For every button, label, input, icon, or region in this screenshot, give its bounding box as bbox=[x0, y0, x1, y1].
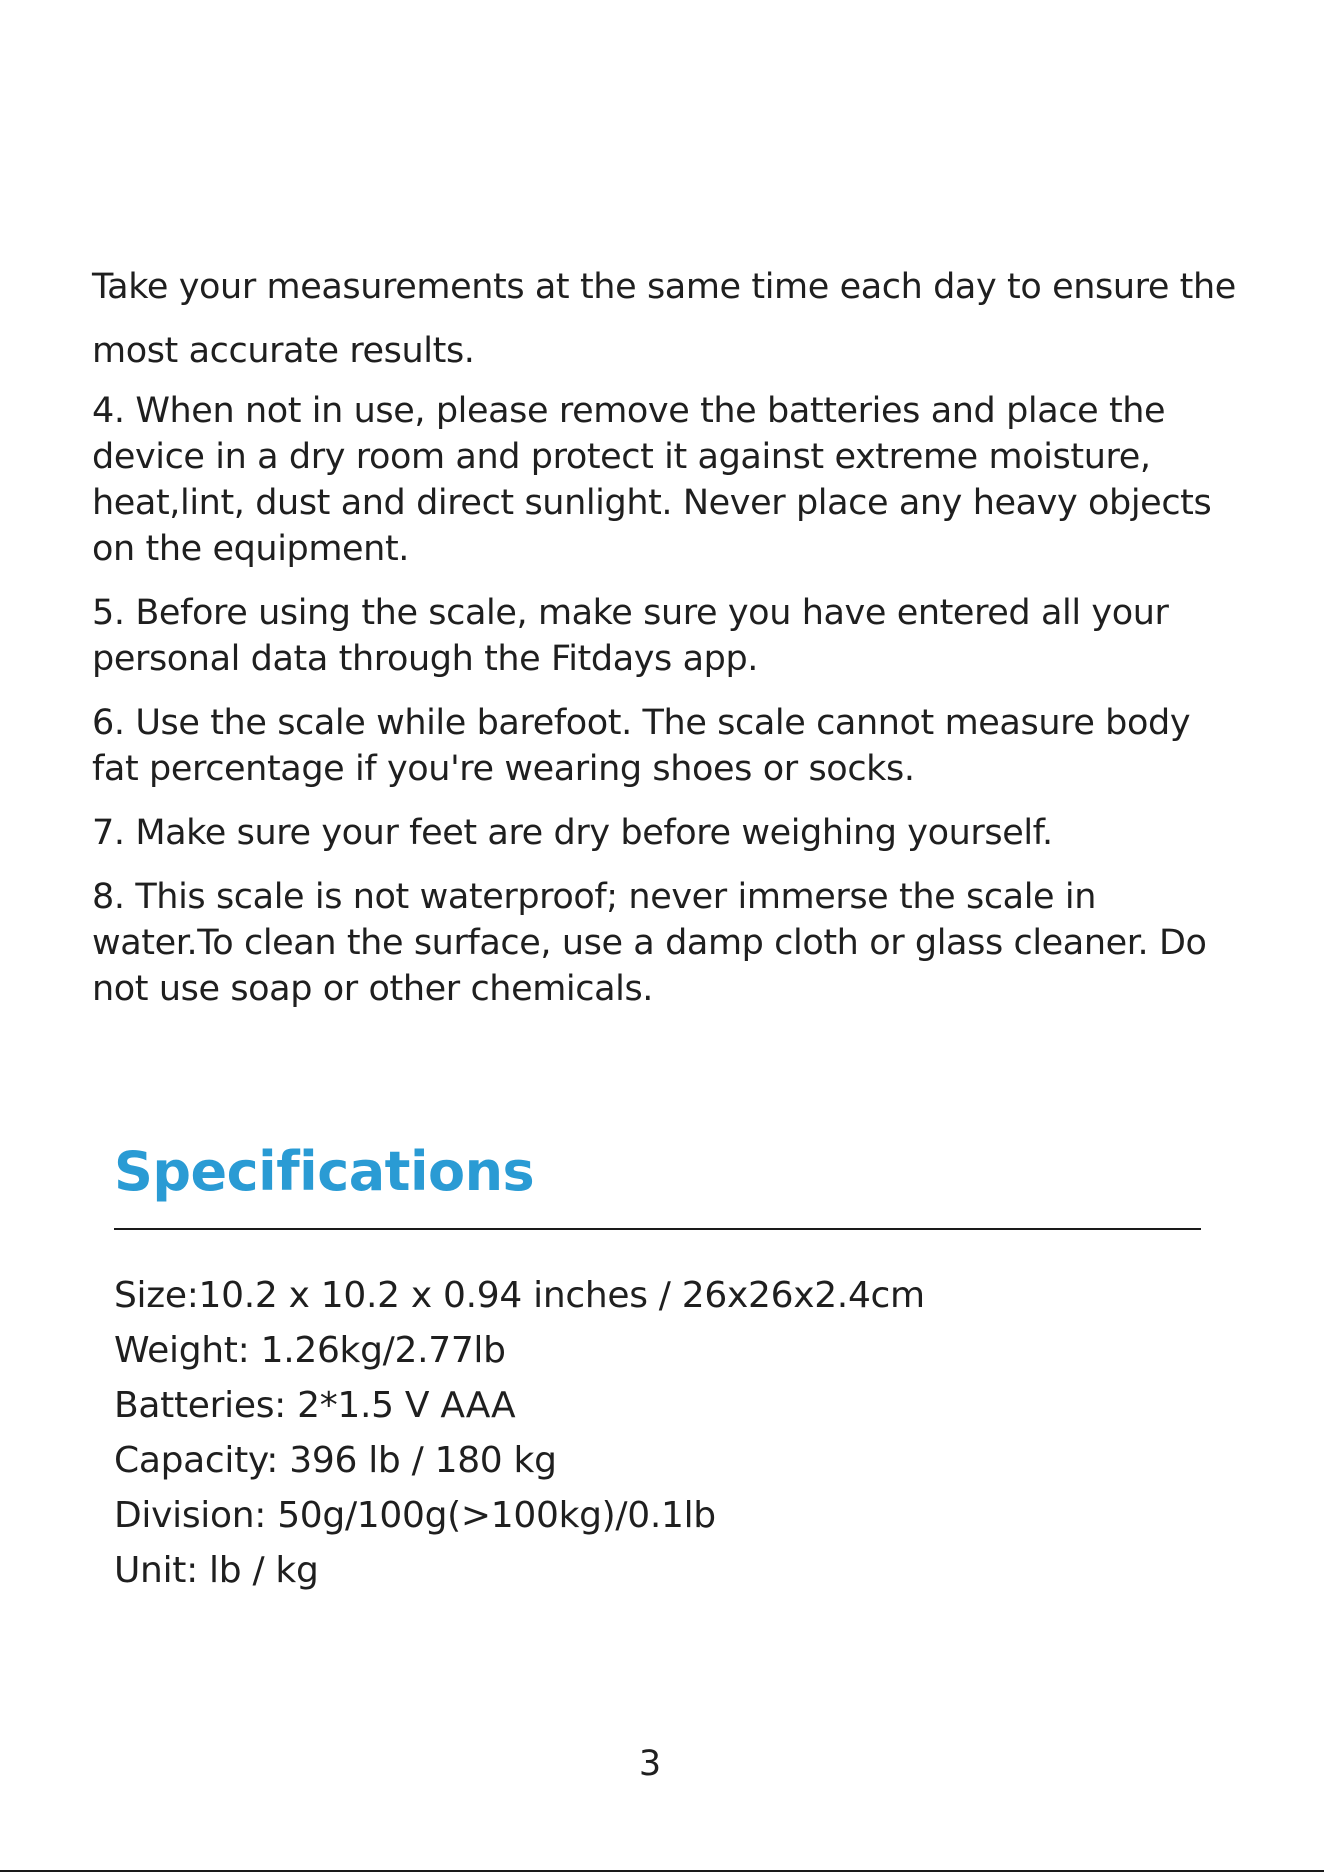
spec-unit: Unit: lb / kg bbox=[114, 1550, 319, 1591]
specifications-heading: Specifications bbox=[114, 1140, 535, 1203]
spec-division: Division: 50g/100g(>100kg)/0.1lb bbox=[114, 1495, 716, 1536]
page-number: 3 bbox=[638, 1744, 662, 1784]
intro-paragraph bbox=[92, 255, 1242, 383]
note-item-8: 8. This scale is not waterproof; never immerse the scale in water.To clean the surface, use a damp cloth or glass cleaner. Do not use soap or other chemicals. bbox=[92, 877, 1207, 1009]
intro-line-1: Take your measurements at the same time each day to ensure the bbox=[92, 267, 1236, 307]
spec-weight: Weight: 1.26kg/2.77lb bbox=[114, 1330, 506, 1371]
intro-line-2: most accurate results. bbox=[92, 331, 475, 371]
note-item-5: 5. Before using the scale, make sure you have entered all your personal data through the Fitdays app. bbox=[92, 593, 1169, 679]
spec-batteries: Batteries: 2*1.5 V AAA bbox=[114, 1385, 516, 1426]
spec-capacity: Capacity: 396 lb / 180 kg bbox=[114, 1440, 557, 1481]
note-item-7: 7. Make sure your feet are dry before weighing yourself. bbox=[92, 813, 1053, 853]
note-item-6: 6. Use the scale while barefoot. The scale cannot measure body fat percentage if you're wearing shoes or socks. bbox=[92, 703, 1191, 789]
spec-size: Size:10.2 x 10.2 x 0.94 inches / 26x26x2.4cm bbox=[114, 1275, 925, 1316]
usage-notes-list bbox=[92, 388, 1242, 1030]
heading-divider bbox=[114, 1228, 1201, 1230]
specifications-list bbox=[114, 1268, 925, 1598]
note-item-4: 4. When not in use, please remove the batteries and place the device in a dry room and protect it against extreme moisture, heat,lint, dust and direct sunlight. Never place any heavy objects on the equipment. bbox=[92, 391, 1212, 569]
